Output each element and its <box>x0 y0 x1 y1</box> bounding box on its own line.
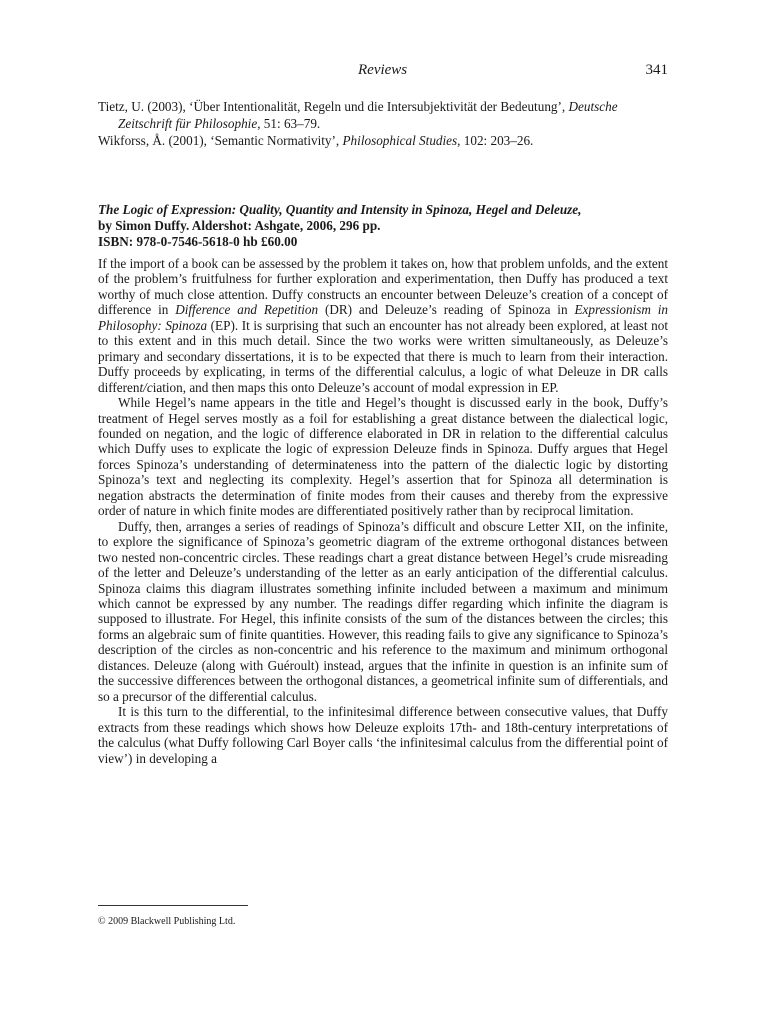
review-body <box>98 256 668 766</box>
reference-text: , 51: 63–79. <box>257 116 321 131</box>
review-isbn-line: ISBN: 978-0-7546-5618-0 hb £60.00 <box>98 234 298 249</box>
italic-term: t/c <box>139 379 153 395</box>
reference-text: Wikforss, Å. (2001), ‘Semantic Normativity’, <box>98 133 343 148</box>
copyright-notice: © 2009 Blackwell Publishing Ltd. <box>98 916 236 927</box>
paragraph: While Hegel’s name appears in the title and Hegel’s thought is discussed early in the book, Duffy’s treatment of Hegel serves mostly as a foil for establishing a great distance between the dialectical logic, founded on negation, and the logic of difference elaborated in DR in relation to the differential calculus which Duffy uses to explicate the logic of expression Deleuze finds in Spinoza. Duffy argues that Hegel forces Spinoza’s understanding of determinateness into the pattern of the dialectic logic by distorting Spinoza’s text and neglecting its complexity. Hegel’s assertion that for Spinoza all determination is negation abstracts the determination of finite modes from their causes and thereby from the expressive order of nature in which finite modes are differentiated positively rather than by reciprocal limitation. <box>98 395 668 519</box>
paragraph-text: iation, and then maps this onto Deleuze’s account of modal expression in EP. <box>152 379 559 395</box>
paragraph-text: (DR) and Deleuze’s reading of Spinoza in <box>318 302 575 318</box>
reference-text: Tietz, U. (2003), ‘Über Intentionalität, Regeln und die Intersubjektivität der Bedeutung’, <box>98 99 569 114</box>
paragraph: It is this turn to the differential, to the infinitesimal difference between consecutive values, that Duffy extracts from these readings which shows how Deleuze exploits 17th- and 18th-century interpretations of the calculus (what Duffy following Carl Boyer calls ‘the infinitesimal calculus from the differential point of view’) in developing a <box>98 704 668 766</box>
reference-item <box>98 132 668 149</box>
reference-journal: Deutsche Zeitschrift für Philosophie <box>118 99 618 131</box>
page-number: 341 <box>645 62 668 78</box>
review-heading <box>98 202 668 250</box>
reference-item <box>98 98 668 132</box>
paragraph: Duffy, then, arranges a series of readings of Spinoza’s difficult and obscure Letter XII, on the infinite, to explore the significance of Spinoza’s geometric diagram of the extreme orthogonal distances between two nested non-concentric circles. These readings chart a great distance between Hegel’s crude misreading of the letter and Deleuze’s understanding of the letter as an early anticipation of the differential calculus. Spinoza claims this diagram illustrates something infinite included between a maximum and minimum which cannot be expressed by any number. The readings differ regarding which infinite the diagram is supposed to illustrate. For Hegel, this infinite consists of the sum of the distances between the circles; this forms an algebraic sum of finite quantities. However, this reading fails to give any significance to Spinoza’s description of the circles as non-concentric and his reference to the maximum and minimum orthogonal distances. Deleuze (along with Guéroult) instead, argues that the infinite in question is an infinite sum of the successive differences between the orthogonal distances, a geometrical infinite sum of differentials, and so a precursor of the differential calculus. <box>98 518 668 704</box>
review-book-title: The Logic of Expression: Quality, Quantity and Intensity in Spinoza, Hegel and Deleuze, <box>98 202 582 217</box>
review-author-line: by Simon Duffy. Aldershot: Ashgate, 2006, 296 pp. <box>98 218 381 233</box>
section-title: Reviews <box>358 62 408 78</box>
reference-list <box>98 98 668 149</box>
reference-journal: Philosophical Studies <box>342 133 458 148</box>
reference-text: , 102: 203–26. <box>457 133 534 148</box>
paragraph <box>98 256 668 395</box>
running-header <box>98 62 668 82</box>
italic-title: Difference and Repetition <box>175 302 319 318</box>
footnote-rule <box>98 905 248 906</box>
italic-title: Expressionism in Philosophy: Spinoza <box>98 302 668 333</box>
paragraph-text: (EP). It is surprising that such an encounter has not already been explored, at least not to this extent and in this much detail. Since the two works were written simultaneously, as Deleuze’s primary and secondary dissertations, it is to be expected that there is much to learn from their interaction. Duffy proceeds by explicating, in terms of the differential calculus, a logic of what Deleuze in DR calls differen <box>98 317 668 395</box>
paragraph-text: If the import of a book can be assessed by the problem it takes on, how that problem unfolds, and the extent of the problem’s fruitfulness for further exploration and experimentation, then Duffy has produced a text worthy of much close attention. Duffy constructs an encounter between Deleuze’s creation of a concept of difference in <box>98 256 668 318</box>
